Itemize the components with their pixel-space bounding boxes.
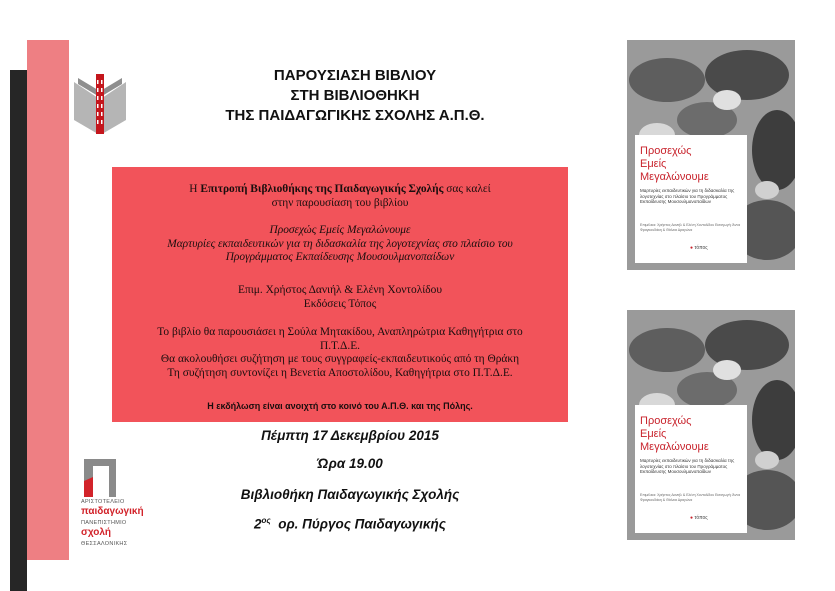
cover-text-panel-2 xyxy=(635,405,747,533)
logo-line-2: παιδαγωγική xyxy=(81,506,144,517)
logo-line-4: σχολή xyxy=(81,527,112,538)
event-time: Ώρα 19.00 xyxy=(317,456,383,471)
logo-line-1: ΑΡΙΣΤΟΤΕΛΕΙΟ xyxy=(81,499,125,505)
cover-credits-2: Επιμέλεια: Χρήστος Δανιήλ & Ελένη Χοντολίδου Εισαγωγή: Άννα Φραγκουδάκη & Θάλεια Δραγώνα xyxy=(640,493,741,502)
cover-credits: Επιμέλεια: Χρήστος Δανιήλ & Ελένη Χοντολίδου Εισαγωγή: Άννα Φραγκουδάκη & Θάλεια Δραγώνα xyxy=(640,223,741,232)
title-line-2: ΣΤΗ ΒΙΒΛΙΟΘΗΚΗ xyxy=(290,87,420,104)
library-book-logo xyxy=(72,72,128,138)
invitation-intro xyxy=(120,183,560,210)
presenter-line-2: Π.Τ.Δ.Ε. xyxy=(319,339,360,352)
cover-text-panel xyxy=(635,135,747,263)
book-title: Προσεχώς Εμείς Μεγαλώνουμε xyxy=(269,224,411,236)
event-floor xyxy=(190,516,510,532)
intro-line-2: στην παρουσίαση του βιβλίου xyxy=(271,196,409,209)
cover-publisher-mark: ● τόπος xyxy=(690,245,708,251)
invitation-box xyxy=(112,167,568,422)
decorative-gap xyxy=(27,560,69,591)
cover-title-line-1: Προσεχώς xyxy=(640,145,692,157)
cover-subtitle: Μαρτυρίες εκπαιδευτικών για τη διδασκαλία της λογοτεχνίας στο πλαίσιο του Προγράμματος Εκπαίδευσης Μουσουλμανοπαίδων xyxy=(640,188,735,204)
open-event-notice: Η εκδήλωση είναι ανοιχτή στο κοινό του Α.Π.Θ. και της Πόλης. xyxy=(207,401,473,411)
book-title-block xyxy=(120,224,560,265)
presentation-block xyxy=(120,326,560,380)
event-venue: Βιβλιοθήκη Παιδαγωγικής Σχολής xyxy=(240,487,460,502)
floor-number: 2 xyxy=(254,516,262,532)
title-line-3: ΤΗΣ ΠΑΙΔΑΓΩΓΙΚΗΣ ΣΧΟΛΗΣ Α.Π.Θ. xyxy=(225,107,485,124)
discussion-line: Θα ακολουθήσει συζήτηση με τους συγγραφείς-εκπαιδευτικούς από τη Θράκη xyxy=(160,353,520,365)
school-logo xyxy=(79,459,149,569)
logo-line-3: ΠΑΝΕΠΙΣΤΗΜΙΟ xyxy=(81,520,127,526)
intro-prefix: Η xyxy=(189,183,201,195)
presenter-line-1: Το βιβλίο θα παρουσιάσει η Σούλα Μητακίδου, Αναπληρώτρια Καθηγήτρια στο xyxy=(157,326,523,338)
floor-location: ορ. Πύργος Παιδαγωγικής xyxy=(270,516,446,532)
logo-line-5: ΘΕΣΣΑΛΟΝΙΚΗΣ xyxy=(81,541,128,547)
cover-title-line-3: Μεγαλώνουμε xyxy=(640,171,709,183)
cover-subtitle-2: Μαρτυρίες εκπαιδευτικών για τη διδασκαλία της λογοτεχνίας στο πλαίσιο του Προγράμματος Εκπαίδευσης Μουσουλμανοπαίδων xyxy=(640,458,735,474)
book-subtitle-2: Προγράμματος Εκπαίδευσης Μουσουλμανοπαίδων xyxy=(225,251,455,263)
decorative-pink-stripe xyxy=(27,40,69,561)
school-emblem-icon xyxy=(84,459,116,497)
intro-committee: Επιτροπή Βιβλιοθήκης της Παιδαγωγικής Σχολής xyxy=(200,183,444,195)
editors: Επιμ. Χρήστος Δανιήλ & Ελένη Χοντολίδου xyxy=(238,284,442,296)
cover-publisher-name-2: τόπος xyxy=(694,515,708,521)
book-cover-image xyxy=(627,40,795,270)
cover-publisher-name: τόπος xyxy=(694,245,708,251)
event-date: Πέμπτη 17 Δεκεμβρίου 2015 xyxy=(261,428,439,443)
title-line-1: ΠΑΡΟΥΣΙΑΣΗ ΒΙΒΛΙΟΥ xyxy=(273,67,437,84)
cover-publisher-mark-2: ● τόπος xyxy=(690,515,708,521)
cover-title-2-line-2: Εμείς xyxy=(640,428,667,440)
cover-title-2-line-1: Προσεχώς xyxy=(640,415,692,427)
cover-title-2-line-3: Μεγαλώνουμε xyxy=(640,441,709,453)
moderator-line: Τη συζήτηση συντονίζει η Βενετία Αποστολίδου, Καθηγήτρια στο Π.Τ.Δ.Ε. xyxy=(167,366,513,379)
book-subtitle-1: Μαρτυρίες εκπαιδευτικών για τη διδασκαλία της λογοτεχνίας στο πλαίσιο του xyxy=(167,237,513,250)
book-cover-image-2 xyxy=(627,310,795,540)
editors-block xyxy=(120,284,560,311)
intro-suffix: σας καλεί xyxy=(443,183,491,195)
floor-suffix: ος xyxy=(261,516,271,525)
cover-title xyxy=(640,145,748,184)
publisher: Εκδόσεις Τόπος xyxy=(303,297,377,310)
cover-title-2 xyxy=(640,415,748,454)
cover-title-line-2: Εμείς xyxy=(640,158,667,170)
page-title xyxy=(150,66,560,126)
